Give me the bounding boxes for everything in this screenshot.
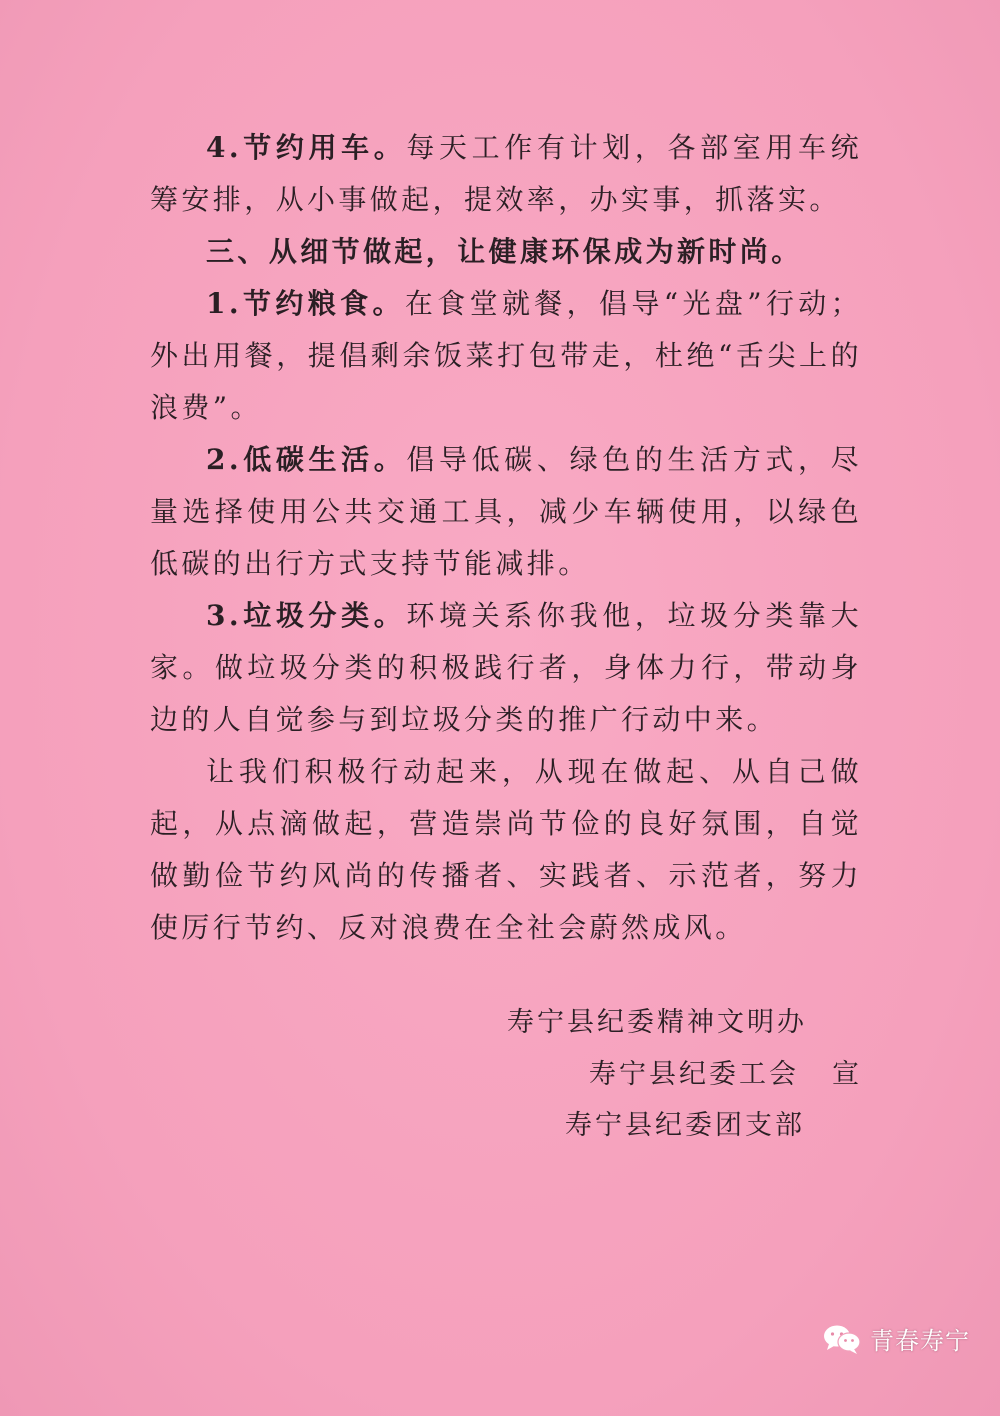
item-text: 每天工作有计划，各部室用车统筹安排，从小事做起，提效率，办实事，抓落实。 — [150, 131, 863, 216]
signature-org-union: 寿宁县纪委工会 — [589, 1059, 799, 1090]
item-lead: 1.节约粮食。 — [206, 287, 405, 320]
signature-org-youth-branch: 寿宁县纪委团支部 — [565, 1110, 805, 1141]
signature-org-civilization-office: 寿宁县纪委精神文明办 — [507, 1007, 807, 1038]
item-text: 倡导低碳、绿色的生活方式，尽量选择使用公共交通工具，减少车辆使用，以绿色低碳的出行方式支持节能减排。 — [150, 443, 863, 580]
wechat-icon — [822, 1323, 862, 1355]
section-heading: 三、从细节做起，让健康环保成为新时尚。 — [206, 235, 803, 268]
item-lead: 2.低碳生活。 — [206, 443, 407, 476]
item-lead: 3.垃圾分类。 — [206, 599, 407, 632]
item-text: 环境关系你我他，垃圾分类靠大家。做垃圾分类的积极践行者，身体力行，带动身边的人自觉参与到垃圾分类的推广行动中来。 — [150, 599, 863, 736]
watermark-text: 青春寿宁 — [870, 1327, 970, 1355]
item-text: 让我们积极行动起来，从现在做起、从自己做起，从点滴做起，营造崇尚节俭的良好氛围，自觉做勤俭节约风尚的传播者、实践者、示范者，努力使厉行节约、反对浪费在全社会蔚然成风。 — [150, 755, 862, 944]
signature-suffix: 宣 — [832, 1059, 862, 1090]
wechat-watermark — [822, 1321, 970, 1356]
item-lead: 4.节约用车。 — [206, 131, 407, 164]
item-text: 在食堂就餐，倡导“光盘”行动；外出用餐，提倡剩余饭菜打包带走，杜绝“舌尖上的浪费”。 — [150, 287, 863, 424]
